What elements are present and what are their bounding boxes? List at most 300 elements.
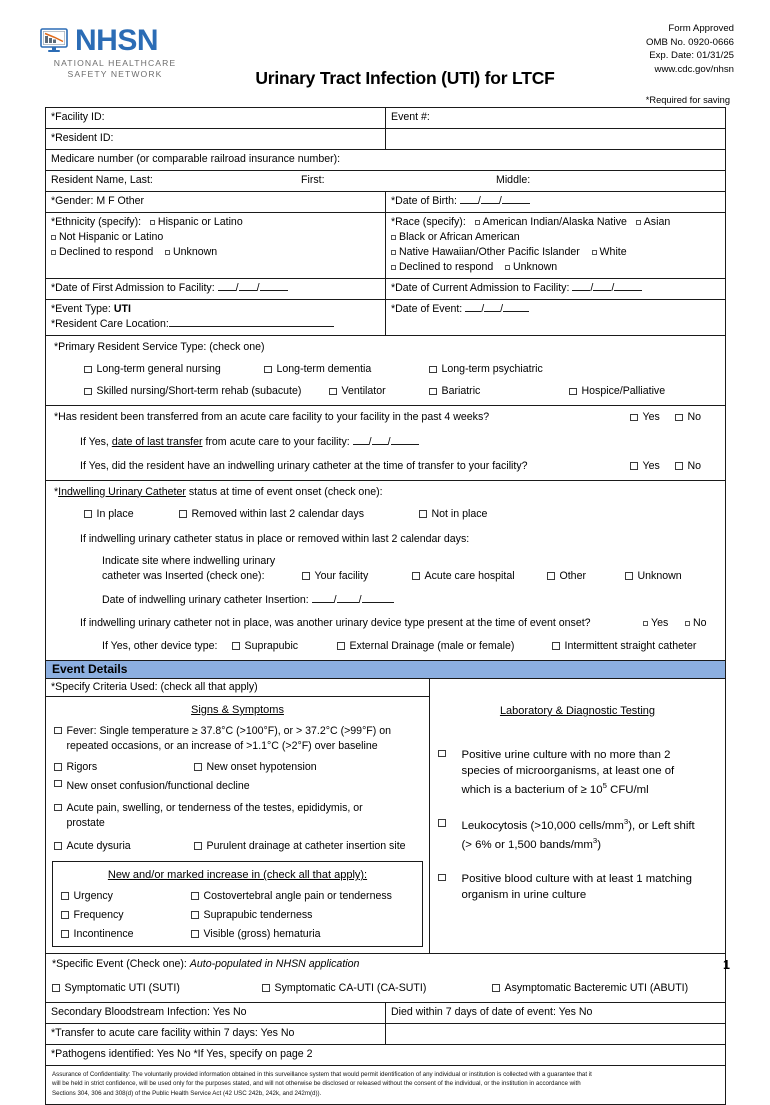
race-option-0: American Indian/Alaska Native xyxy=(482,216,627,229)
label-site-unknown: Unknown xyxy=(637,569,682,582)
label-acute-pain xyxy=(67,801,422,831)
catheter-other-device-question-line xyxy=(54,616,717,631)
catheter-status-star: * xyxy=(54,485,59,498)
label-fever xyxy=(67,724,422,754)
specific-event-option-abuti[interactable] xyxy=(492,981,719,996)
checkbox-intermittent-straight[interactable] xyxy=(552,642,560,650)
row-transfer-acute xyxy=(46,1024,725,1045)
form-header xyxy=(0,0,770,105)
label-fever-line2: repeated occasions, or an increase of >1.1°C (>2°F) over baseline xyxy=(66,739,378,752)
first-adm-year-blank[interactable] xyxy=(260,290,288,291)
first-admission-label: *Date of First Admission to Facility: xyxy=(51,282,215,295)
gender-field[interactable] xyxy=(46,192,386,212)
service-option-bariatric[interactable] xyxy=(429,384,569,399)
label-confusion: New onset confusion/functional decline xyxy=(66,779,250,792)
died-within-7-days-label: Died within 7 days of date of event: Yes No xyxy=(391,1006,593,1018)
label-leukocytosis xyxy=(462,816,695,853)
race-line3 xyxy=(391,245,720,260)
row-bsi-died xyxy=(46,1003,725,1024)
race-checkbox-unknown[interactable] xyxy=(505,265,510,270)
catheter-status-underline: Indwelling Urinary Catheter xyxy=(58,485,186,498)
label-hematuria: Visible (gross) hematuria xyxy=(203,927,321,940)
catheter-status-heading xyxy=(54,485,717,500)
insertion-month-blank[interactable] xyxy=(312,602,334,603)
event-day-blank[interactable] xyxy=(484,311,500,312)
checkbox-long-term-general-nursing[interactable] xyxy=(84,366,92,374)
ethnicity-option-1: Not Hispanic or Latino xyxy=(59,231,164,244)
service-type-row-1 xyxy=(54,362,717,377)
specific-event-section xyxy=(46,954,725,1002)
dob-year-blank[interactable] xyxy=(502,203,530,204)
transfer-ifyes-prefix: If Yes, xyxy=(80,435,112,448)
transfer-question-line xyxy=(54,410,717,425)
pathogens-field[interactable] xyxy=(46,1045,725,1065)
transfer-month-blank[interactable] xyxy=(353,444,369,445)
label-site-other: Other xyxy=(559,569,586,582)
leukocytosis-line2-pre: (> 6% or 1,500 bands/mm xyxy=(461,838,593,851)
transfer-acute-blank-cell[interactable] xyxy=(386,1024,725,1044)
cur-adm-month-blank[interactable] xyxy=(572,290,590,291)
event-type-value: UTI xyxy=(113,303,131,316)
pathogens-label: *Pathogens identified: Yes No *If Yes, specify on page 2 xyxy=(51,1048,313,1061)
label-long-term-general-nursing: Long-term general nursing xyxy=(96,363,221,376)
transfer-acute-label: *Transfer to acute care facility within 7 days: Yes No xyxy=(51,1027,295,1040)
row-resident-name xyxy=(46,171,725,192)
ethnicity-checkbox-declined[interactable] xyxy=(51,250,56,255)
event-details-body xyxy=(46,679,725,953)
catheter-option-removed[interactable] xyxy=(179,507,419,522)
row-admission-dates xyxy=(46,279,725,300)
label-transfer-catheter-yes: Yes xyxy=(642,459,660,472)
resident-care-location-blank[interactable] xyxy=(169,326,334,327)
transfer-date-underline: date of last transfer xyxy=(111,435,203,448)
row-event-details-body xyxy=(46,679,725,954)
race-option-6: Unknown xyxy=(513,261,558,274)
race-option-4: White xyxy=(599,246,627,259)
omb-number: OMB No. 0920-0666 xyxy=(646,36,734,48)
catheter-if-in-place-line: If indwelling urinary catheter status in place or removed within last 2 calendar days: xyxy=(80,532,470,545)
catheter-other-device-question: If indwelling urinary catheter not in place, was another urinary device type present at the time of event onset? xyxy=(80,616,591,629)
label-blood-culture-line2: organism in urine culture xyxy=(461,889,587,902)
transfer-catheter-no-option[interactable] xyxy=(675,459,717,474)
increase-item-cva-pain[interactable] xyxy=(191,890,414,902)
lab-testing-heading: Laboratory & Diagnostic Testing xyxy=(499,704,656,717)
checkbox-positive-urine-culture[interactable] xyxy=(438,750,446,758)
urine-culture-line3-sup: 5 xyxy=(602,780,607,790)
dob-day-blank[interactable] xyxy=(481,203,499,204)
race-checkbox-asian[interactable] xyxy=(636,220,641,225)
label-positive-urine-culture xyxy=(462,747,675,798)
race-checkbox-white[interactable] xyxy=(592,250,597,255)
resident-name-field[interactable] xyxy=(46,171,725,191)
current-admission-label: *Date of Current Admission to Facility: xyxy=(391,282,570,295)
monitor-chart-icon xyxy=(40,28,70,54)
race-checkbox-aian[interactable] xyxy=(475,220,480,225)
service-option-hospice-palliative[interactable] xyxy=(569,384,717,399)
label-leukocytosis-line2 xyxy=(462,835,695,853)
checkbox-other-device-no[interactable] xyxy=(685,621,690,626)
event-type-line xyxy=(51,302,380,317)
ethnicity-line1 xyxy=(51,215,380,230)
checkbox-site-your-facility[interactable] xyxy=(302,572,310,580)
label-rigors: Rigors xyxy=(66,760,98,773)
nhsn-tagline-line1: NATIONAL HEALTHCARE xyxy=(53,58,177,68)
sign-item-rigors[interactable] xyxy=(54,761,194,773)
catheter-status-rest: status at time of event onset (check one): xyxy=(185,485,383,498)
marked-increase-box xyxy=(52,861,423,947)
checkbox-hematuria[interactable] xyxy=(191,930,199,938)
leukocytosis-line1-post: ), or Left shift xyxy=(628,820,695,832)
resident-care-location-line[interactable] xyxy=(51,317,380,332)
secondary-bsi-label: Secondary Bloodstream Infection: Yes No xyxy=(51,1006,247,1018)
event-month-blank[interactable] xyxy=(465,311,481,312)
checkbox-long-term-dementia[interactable] xyxy=(264,366,272,374)
checkbox-suprapubic[interactable] xyxy=(232,642,240,650)
leukocytosis-line1-pre: Leukocytosis (>10,000 cells/mm xyxy=(461,820,624,832)
ethnicity-option-2: Declined to respond xyxy=(59,246,154,259)
leukocytosis-line2-post: ) xyxy=(597,838,601,851)
service-type-section xyxy=(46,336,725,405)
label-urine-culture-line2: species of microorganisms, at least one of xyxy=(461,765,675,778)
increase-item-suprapubic-tenderness[interactable] xyxy=(191,909,414,921)
increase-item-frequency[interactable] xyxy=(61,909,191,921)
signs-symptoms-column xyxy=(46,679,430,953)
date-of-event-field[interactable]: *Date of Event: / / xyxy=(386,300,725,335)
checkbox-site-other[interactable] xyxy=(547,572,555,580)
date-of-event-label: *Date of Event: xyxy=(391,303,463,316)
increase-item-urgency[interactable] xyxy=(61,890,191,902)
race-option-1: Asian xyxy=(643,216,671,229)
specify-criteria-heading: *Specify Criteria Used: (check all that apply) xyxy=(46,679,429,697)
medicare-number-field[interactable] xyxy=(46,150,725,170)
row-ethnicity-race xyxy=(46,213,725,279)
ethnicity-line2 xyxy=(51,230,380,245)
label-cva-pain: Costovertebral angle pain or tenderness xyxy=(203,889,392,902)
race-field[interactable] xyxy=(386,213,725,278)
catheter-other-device-options-line xyxy=(54,639,717,654)
confidentiality-line2: will be held in strict confidence, will be used only for the purposes stated, and will not otherwise be disclosed or released without the consent of the individual, or the institution in accordance with xyxy=(52,1080,581,1088)
race-checkbox-declined[interactable] xyxy=(391,265,396,270)
name-middle-label: Middle: xyxy=(496,174,531,187)
service-type-heading: *Primary Resident Service Type: (check one) xyxy=(54,341,265,354)
transfer-question-label: *Has resident been transferred from an acute care facility to your facility in the past 4 weeks? xyxy=(54,411,490,424)
label-incontinence: Incontinence xyxy=(73,927,134,940)
urine-culture-line3-pre: which is a bacterium of ≥ 10 xyxy=(461,783,603,796)
service-option-skilled-nursing[interactable] xyxy=(84,384,329,399)
ethnicity-checkbox-hispanic[interactable] xyxy=(150,220,155,225)
lab-item-urine-culture[interactable] xyxy=(430,747,725,798)
label-frequency: Frequency xyxy=(73,908,124,921)
label-dysuria: Acute dysuria xyxy=(66,839,131,852)
service-type-row-2 xyxy=(54,384,717,399)
cur-adm-day-blank[interactable] xyxy=(593,290,611,291)
checkbox-external-drainage[interactable] xyxy=(337,642,345,650)
catheter-site-option-other[interactable] xyxy=(547,569,625,584)
label-intermittent-straight: Intermittent straight catheter xyxy=(564,639,697,652)
transfer-catheter-line xyxy=(54,459,717,474)
catheter-insertion-date-line: Date of indwelling urinary catheter Insertion: / / xyxy=(54,593,717,608)
catheter-site-option-unknown[interactable] xyxy=(625,569,717,584)
label-transfer-yes: Yes xyxy=(642,411,660,424)
row-confidentiality xyxy=(46,1066,725,1104)
label-suprapubic: Suprapubic xyxy=(244,639,299,652)
confidentiality-notice xyxy=(46,1066,725,1104)
checkbox-transfer-no[interactable] xyxy=(675,414,683,422)
ethnicity-option-3: Unknown xyxy=(173,246,218,259)
specific-event-note: Auto-populated in NHSN application xyxy=(189,957,360,970)
checkbox-suti[interactable] xyxy=(52,984,60,992)
form-body xyxy=(45,107,726,1105)
urine-culture-line3-post: CFU/ml xyxy=(606,783,649,796)
checkbox-frequency[interactable] xyxy=(61,911,69,919)
name-last-label: Resident Name, Last: xyxy=(51,174,153,187)
catheter-option-in-place[interactable] xyxy=(84,507,179,522)
insertion-day-blank[interactable] xyxy=(337,602,359,603)
checkbox-confusion[interactable] xyxy=(54,780,62,788)
other-device-no-option[interactable] xyxy=(685,616,717,631)
service-option-long-term-general-nursing[interactable] xyxy=(84,362,264,377)
checkbox-site-unknown[interactable] xyxy=(625,572,633,580)
service-option-long-term-dementia[interactable] xyxy=(264,362,429,377)
label-purulent-drainage: Purulent drainage at catheter insertion site xyxy=(206,839,406,852)
page-title: Urinary Tract Infection (UTI) for LTCF xyxy=(255,68,555,88)
label-fever-line1: Fever: Single temperature ≥ 37.8°C (>100°F), or > 37.2°C (>99°F) on xyxy=(66,724,392,737)
other-device-yes-option[interactable] xyxy=(643,616,685,631)
cur-adm-year-blank[interactable] xyxy=(614,290,642,291)
leukocytosis-line2-sup: 3 xyxy=(592,835,598,845)
insertion-year-blank[interactable] xyxy=(362,602,394,603)
date-of-birth-field[interactable]: *Date of Birth: / / xyxy=(386,192,725,212)
row-medicare xyxy=(46,150,725,171)
ethnicity-option-0: Hispanic or Latino xyxy=(157,216,243,229)
checkbox-ventilator[interactable] xyxy=(329,388,337,396)
lab-item-leukocytosis[interactable] xyxy=(430,816,725,853)
name-first-label: First: xyxy=(301,174,325,187)
first-adm-day-blank[interactable] xyxy=(239,290,257,291)
specific-event-option-casuti[interactable] xyxy=(262,981,492,996)
checkbox-casuti[interactable] xyxy=(262,984,270,992)
marked-increase-heading: New and/or marked increase in (check all that apply): xyxy=(107,868,368,881)
died-within-7-days-field[interactable] xyxy=(386,1003,725,1023)
checkbox-incontinence[interactable] xyxy=(61,930,69,938)
catheter-site-row xyxy=(54,554,717,584)
checkbox-cva-pain[interactable] xyxy=(191,892,199,900)
other-device-option-intermittent[interactable] xyxy=(552,639,717,654)
sign-item-hypotension[interactable] xyxy=(194,761,421,773)
checkbox-hypotension[interactable] xyxy=(194,763,202,771)
label-hospice-palliative: Hospice/Palliative xyxy=(581,385,666,398)
label-long-term-psychiatric: Long-term psychiatric xyxy=(441,363,543,376)
race-line1 xyxy=(391,215,720,230)
race-option-2: Black or African American xyxy=(399,231,520,244)
checkbox-skilled-nursing[interactable] xyxy=(84,388,92,396)
nhsn-tagline-line2: SAFETY NETWORK xyxy=(67,68,163,79)
row-indwelling-catheter xyxy=(46,481,725,661)
indwelling-catheter-section xyxy=(46,481,725,660)
catheter-option-not-in-place[interactable] xyxy=(419,507,717,522)
sign-item-confusion[interactable] xyxy=(46,773,429,792)
row-resident-id xyxy=(46,129,725,150)
catheter-insertion-date-label: Date of indwelling urinary catheter Insertion: xyxy=(102,593,309,606)
label-other-device-yes: Yes xyxy=(651,616,669,629)
checkbox-site-acute-care[interactable] xyxy=(412,572,420,580)
checkbox-catheter-in-place[interactable] xyxy=(84,510,92,518)
transfer-catheter-label: If Yes, did the resident have an indwelling urinary catheter at the time of transfer to your facility? xyxy=(80,459,528,472)
checkbox-long-term-psychiatric[interactable] xyxy=(429,366,437,374)
label-bariatric: Bariatric xyxy=(441,385,481,398)
other-device-option-suprapubic[interactable] xyxy=(232,639,337,654)
row-facility-event xyxy=(46,108,725,129)
gender-label: *Gender: M F Other xyxy=(51,195,145,208)
event-type-cell[interactable] xyxy=(46,300,386,335)
increase-row-3 xyxy=(53,921,422,940)
increase-item-incontinence[interactable] xyxy=(61,928,191,940)
nhsn-wordmark: NHSN xyxy=(75,24,159,57)
checkbox-purulent-drainage[interactable] xyxy=(194,842,202,850)
checkbox-abuti[interactable] xyxy=(492,984,500,992)
row-service-type xyxy=(46,336,725,406)
specific-event-option-suti[interactable] xyxy=(52,981,262,996)
specific-event-label: *Specific Event (Check one): xyxy=(52,957,187,970)
page-number: 1 xyxy=(723,958,730,972)
race-line4 xyxy=(391,260,720,275)
increase-item-hematuria[interactable] xyxy=(191,928,414,940)
event-number-field[interactable] xyxy=(386,108,725,128)
checkbox-positive-blood-culture[interactable] xyxy=(438,874,446,882)
checkbox-leukocytosis[interactable] xyxy=(438,819,446,827)
label-transfer-no: No xyxy=(687,411,702,424)
label-catheter-in-place: In place xyxy=(96,507,134,520)
dob-month-blank[interactable] xyxy=(460,203,478,204)
label-positive-blood-culture xyxy=(462,871,692,904)
row-event-type xyxy=(46,300,725,336)
catheter-site-option-acute-care[interactable] xyxy=(412,569,547,584)
ethnicity-field[interactable] xyxy=(46,213,386,278)
label-ventilator: Ventilator xyxy=(341,385,386,398)
increase-row-2 xyxy=(53,902,422,921)
label-skilled-nursing: Skilled nursing/Short-term rehab (subacute) xyxy=(96,385,302,398)
label-site-your-facility: Your facility xyxy=(314,569,369,582)
label-external-drainage: External Drainage (male or female) xyxy=(349,639,515,652)
checkbox-rigors[interactable] xyxy=(54,763,62,771)
transfer-acute-field[interactable] xyxy=(46,1024,386,1044)
event-number-label: Event #: xyxy=(391,111,430,123)
row-transfer xyxy=(46,406,725,480)
event-type-label: *Event Type: xyxy=(51,303,111,316)
first-admission-field[interactable]: *Date of First Admission to Facility: / / xyxy=(46,279,386,299)
resident-id-blank-cell[interactable] xyxy=(386,129,725,149)
required-for-saving-note: *Required for saving xyxy=(645,95,730,105)
other-device-option-external-drainage[interactable] xyxy=(337,639,552,654)
sign-item-acute-pain[interactable] xyxy=(46,792,429,831)
label-site-acute-care: Acute care hospital xyxy=(424,569,515,582)
checkbox-transfer-catheter-yes[interactable] xyxy=(630,462,638,470)
first-adm-month-blank[interactable] xyxy=(218,290,236,291)
row-pathogens xyxy=(46,1045,725,1066)
ethnicity-checkbox-not-hispanic[interactable] xyxy=(51,235,56,240)
checkbox-fever[interactable] xyxy=(54,727,62,735)
label-casuti: Symptomatic CA-UTI (CA-SUTI) xyxy=(274,981,427,994)
label-blood-culture-line1: Positive blood culture with at least 1 matching xyxy=(461,872,692,885)
row-gender-dob xyxy=(46,192,725,213)
label-catheter-removed: Removed within last 2 calendar days xyxy=(191,507,365,520)
checkbox-dysuria[interactable] xyxy=(54,842,62,850)
label-catheter-not-in-place: Not in place xyxy=(431,507,488,520)
other-device-type-label: If Yes, other device type: xyxy=(102,639,218,652)
race-line2 xyxy=(391,230,720,245)
specific-event-options xyxy=(52,981,719,996)
race-option-3: Native Hawaiian/Other Pacific Islander xyxy=(399,246,580,259)
catheter-status-options xyxy=(54,507,717,522)
date-of-birth-label: *Date of Birth: xyxy=(391,195,457,208)
form-approved-label: Form Approved xyxy=(668,23,734,34)
transfer-no-option[interactable] xyxy=(675,410,717,425)
checkbox-bariatric[interactable] xyxy=(429,388,437,396)
specific-event-heading xyxy=(52,957,719,972)
sign-item-fever[interactable] xyxy=(46,718,429,754)
transfer-ifyes-suffix: from acute care to your facility: xyxy=(202,435,350,448)
current-admission-field[interactable]: *Date of Current Admission to Facility: / / xyxy=(386,279,725,299)
checkbox-other-device-yes[interactable] xyxy=(643,621,648,626)
label-suti: Symptomatic UTI (SUTI) xyxy=(64,981,180,994)
transfer-section xyxy=(46,406,725,479)
service-option-ventilator[interactable] xyxy=(329,384,429,399)
race-checkbox-nhpi[interactable] xyxy=(391,250,396,255)
ethnicity-checkbox-unknown[interactable] xyxy=(165,250,170,255)
label-long-term-dementia: Long-term dementia xyxy=(276,363,372,376)
sign-item-dysuria[interactable] xyxy=(54,840,194,852)
lab-item-blood-culture[interactable] xyxy=(430,871,725,904)
service-option-long-term-psychiatric[interactable] xyxy=(429,362,717,377)
transfer-catheter-yes-option[interactable] xyxy=(630,459,675,474)
race-option-5: Declined to respond xyxy=(399,261,494,274)
secondary-bsi-field[interactable] xyxy=(46,1003,386,1023)
ethnicity-line3 xyxy=(51,245,380,260)
catheter-site-label xyxy=(102,554,302,584)
label-suprapubic-tenderness: Suprapubic tenderness xyxy=(203,908,313,921)
resident-care-location-label: *Resident Care Location: xyxy=(51,318,169,331)
confidentiality-line1: Assurance of Confidentiality: The voluntarily provided information obtained in this surveillance system that would permit identification of any individual or institution is collected with a guarantee that it xyxy=(52,1071,592,1079)
checkbox-suprapubic-tenderness[interactable] xyxy=(191,911,199,919)
transfer-day-blank[interactable] xyxy=(372,444,388,445)
event-details-bar: Event Details xyxy=(46,661,725,679)
label-abuti: Asymptomatic Bacteremic UTI (ABUTI) xyxy=(504,981,689,994)
checkbox-catheter-removed[interactable] xyxy=(179,510,187,518)
transfer-year-blank[interactable] xyxy=(391,444,419,445)
catheter-site-option-your-facility[interactable] xyxy=(302,569,412,584)
resident-id-field[interactable] xyxy=(46,129,386,149)
checkbox-transfer-yes[interactable] xyxy=(630,414,638,422)
label-urine-culture-line1: Positive urine culture with no more than 2 xyxy=(461,748,671,761)
increase-row-1 xyxy=(53,883,422,902)
checkbox-acute-pain[interactable] xyxy=(54,804,62,812)
sign-item-purulent-drainage[interactable] xyxy=(194,840,421,852)
row-specific-event xyxy=(46,954,725,1003)
label-urgency: Urgency xyxy=(73,889,113,902)
event-year-blank[interactable] xyxy=(503,311,529,312)
race-checkbox-black[interactable] xyxy=(391,235,396,240)
race-label: *Race (specify): xyxy=(391,216,466,229)
transfer-yes-option[interactable] xyxy=(630,410,675,425)
transfer-last-date-line: If Yes, date of last transfer from acute care to your facility: / / xyxy=(54,435,717,450)
ethnicity-label: *Ethnicity (specify): xyxy=(51,216,142,229)
checkbox-hospice-palliative[interactable] xyxy=(569,388,577,396)
facility-id-field[interactable] xyxy=(46,108,386,128)
label-transfer-catheter-no: No xyxy=(687,459,702,472)
checkbox-catheter-not-in-place[interactable] xyxy=(419,510,427,518)
checkbox-urgency[interactable] xyxy=(61,892,69,900)
checkbox-transfer-catheter-no[interactable] xyxy=(675,462,683,470)
